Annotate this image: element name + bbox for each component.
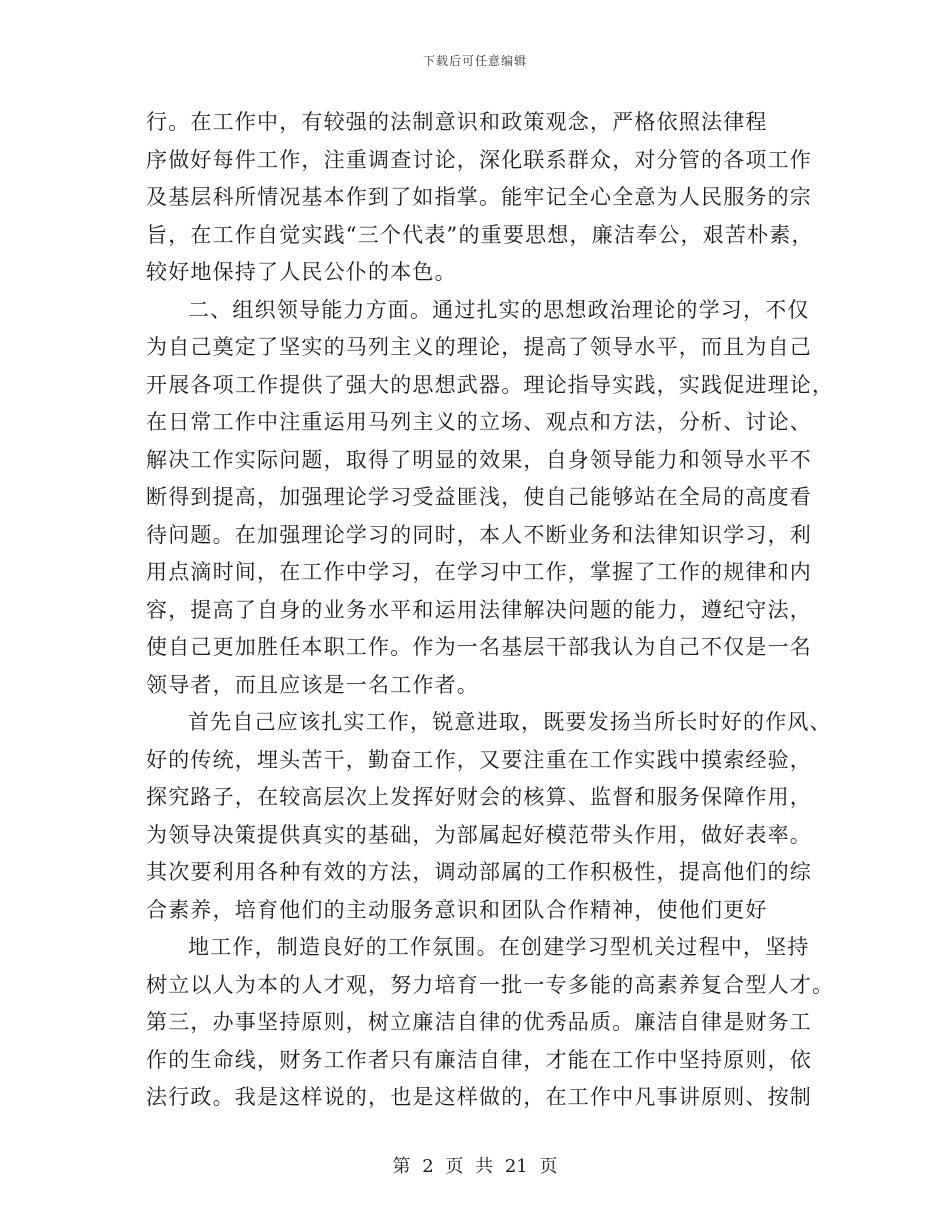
text-line: 为领导决策提供真实的基础，为部属起好模范带头作用，做好表率。 (146, 822, 812, 847)
document-body (146, 104, 835, 1117)
text-line: 及基层科所情况基本作到了如指掌。能牢记全心全意为人民服务的宗 (146, 185, 812, 209)
paragraph-start-line: 二、组织领导能力方面。通过扎实的思想政治理论的学习，不仅 (188, 297, 810, 322)
page-header: 下载后可任意编辑 (422, 54, 527, 68)
text-line: 使自己更加胜任本职工作。作为一名基层干部我认为自己不仅是一名 (146, 635, 812, 659)
text-line: 领导者，而且应该是一名工作者。 (146, 672, 479, 697)
text-line: 旨，在工作自觉实践“三个代表”的重要思想，廉洁奉公，艰苦朴素， (146, 222, 814, 247)
text-line: 容，提高了自身的业务水平和运用法律解决问题的能力，遵纪守法， (146, 597, 812, 622)
text-line: 树立以人为本的人才观，努力培育一批一专多能的高素养复合型人才。 (146, 972, 835, 997)
text-line: 在日常工作中注重运用马列主义的立场、观点和方法，分析、讨论、 (146, 410, 812, 434)
text-line: 序做好每件工作，注重调查讨论，深化联系群众，对分管的各项工作 (146, 147, 812, 172)
text-line: 开展各项工作提供了强大的思想武器。理论指导实践，实践促进理论， (146, 372, 835, 397)
text-line: 用点滴时间，在工作中学习，在学习中工作，掌握了工作的规律和内 (146, 560, 812, 584)
text-line: 断得到提高，加强理论学习受益匪浅，使自己能够站在全局的高度看 (146, 485, 812, 509)
text-line: 解决工作实际问题，取得了明显的效果，自身领导能力和领导水平不 (146, 447, 812, 472)
text-line: 较好地保持了人民公仆的本色。 (146, 260, 457, 284)
text-line: 行。在工作中，有较强的法制意识和政策观念，严格依照法律程 (146, 110, 768, 134)
text-line: 法行政。我是这样说的，也是这样做的，在工作中凡事讲原则、按制 (146, 1085, 812, 1109)
text-line: 其次要利用各种有效的方法，调动部属的工作积极性，提高他们的综 (146, 860, 812, 884)
text-line: 好的传统，埋头苦干，勤奋工作，又要注重在工作实践中摸索经验， (146, 747, 812, 772)
paragraph-start-line: 首先自己应该扎实工作，锐意进取，既要发扬当所长时好的作风、 (188, 710, 832, 734)
page-footer: 第 2 页 共 21 页 (392, 1156, 558, 1177)
text-line: 合素养，培育他们的主动服务意识和团队合作精神，使他们更好 (146, 897, 768, 922)
text-line: 为自己奠定了坚实的马列主义的理论，提高了领导水平，而且为自己 (146, 335, 812, 359)
text-line: 探究路子，在较高层次上发挥好财会的核算、监督和服务保障作用， (146, 785, 812, 809)
text-line: 待问题。在加强理论学习的同时，本人不断业务和法律知识学习，利 (146, 522, 812, 547)
text-line: 第三，办事坚持原则，树立廉洁自律的优秀品质。廉洁自律是财务工 (146, 1010, 812, 1034)
paragraph-start-line: 地工作，制造良好的工作氛围。在创建学习型机关过程中，坚持 (188, 935, 810, 959)
text-line: 作的生命线，财务工作者只有廉洁自律，才能在工作中坚持原则，依 (146, 1047, 812, 1072)
